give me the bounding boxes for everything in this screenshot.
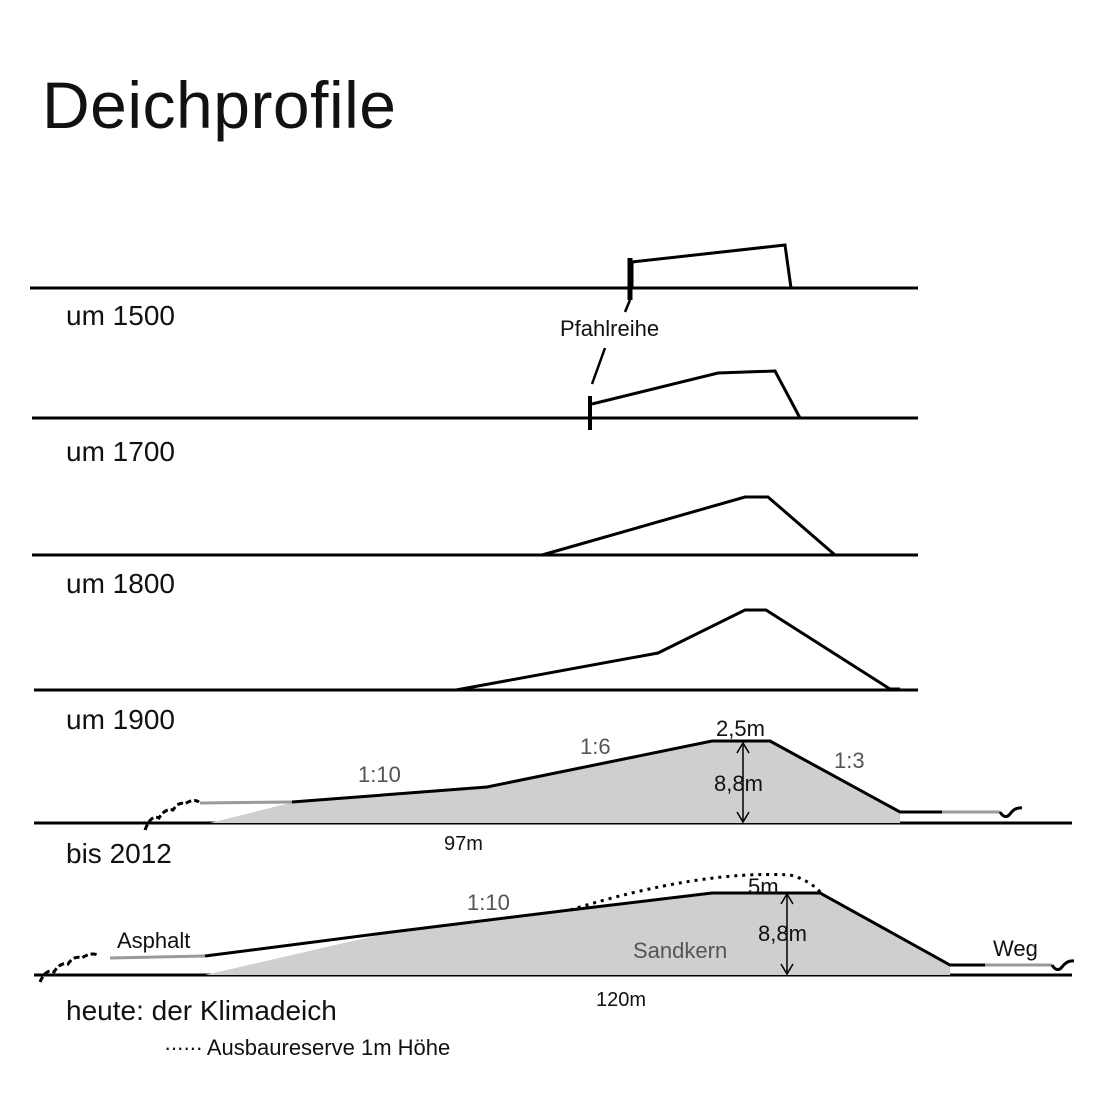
legend-text: Ausbaureserve 1m Höhe [206,1035,451,1060]
era-label-1900: um 1900 [66,704,175,735]
dike-profile-1700 [590,371,800,430]
legend-dotted-line-symbol: ······ [164,1035,202,1060]
width-label-2012: 97m [444,833,483,855]
era-label-1500: um 1500 [66,300,175,331]
dike-profile-today [40,874,1074,982]
slope-label-1-6: 1:6 [580,734,611,759]
dike-profile-1900 [456,610,900,690]
era-label-today: heute: der Klimadeich [66,995,337,1026]
era-label-2012: bis 2012 [66,838,172,869]
pfahlreihe-label: Pfahlreihe [560,316,660,341]
slope-label-1-10-today: 1:10 [467,890,510,915]
crest-width-label-2012: 2,5m [716,716,765,741]
dike-profile-1500 [630,245,791,300]
dike-profile-1800 [542,497,835,555]
pfahlreihe-pointer-bottom [592,348,605,384]
height-label-today: 8,8m [758,921,807,946]
era-label-1700: um 1700 [66,436,175,467]
slope-label-1-10-2012: 1:10 [358,762,401,787]
revetment-stones-today [40,954,98,982]
legend [164,1037,450,1059]
page-title: Deichprofile [42,68,397,142]
pfahlreihe-pointer-top [625,300,630,312]
weg-label: Weg [993,936,1038,961]
crest-width-label-today: 5m [748,874,779,899]
asphalt-label: Asphalt [117,928,191,953]
height-label-2012: 8,8m [714,771,763,796]
slope-label-1-3: 1:3 [834,748,865,773]
sandkern-label: Sandkern [633,938,728,963]
width-label-today: 120m [596,989,647,1011]
era-label-1800: um 1800 [66,568,175,599]
revetment-stones-2012 [145,800,199,830]
